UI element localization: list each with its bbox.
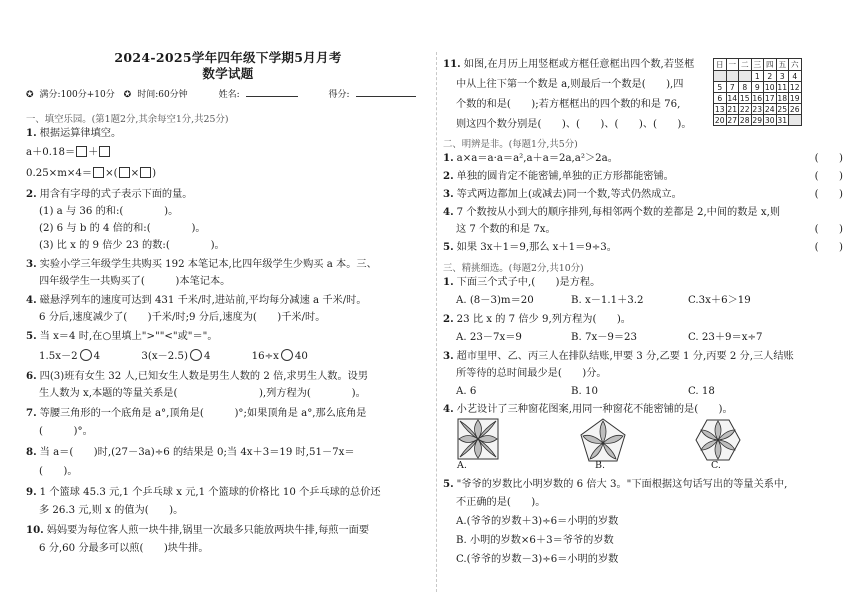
- question: 4. 小艺设计了三种窗花图案,用同一种窗花不能密铺的是( )。: [443, 403, 733, 415]
- pentagon-flower-icon[interactable]: [580, 418, 626, 462]
- calendar-row: 13 21 22 23 24 25 26: [714, 104, 800, 114]
- question-line: (2) 6 与 b 的 4 倍的和:( )。: [39, 223, 206, 234]
- exam-time: 时间:60分钟: [137, 90, 188, 100]
- judge-item: 4. 7 个数按从小到大的顺序排列,每相邻两个数的差都是 2,中间的数是 x,则: [443, 206, 781, 218]
- star-icon: ✪: [26, 90, 34, 100]
- judge-mark[interactable]: ( ): [814, 224, 843, 235]
- section-heading: 一、填空乐园。(第1题2分,其余每空1分,共25分): [26, 114, 229, 125]
- question-line: 生人数为 x,本题的等量关系是( ),列方程为( )。: [39, 388, 366, 399]
- answer-box[interactable]: [99, 146, 110, 157]
- choice-c[interactable]: C.(爷爷的岁数－3)÷6＝小明的岁数: [456, 554, 619, 565]
- choice-c[interactable]: C. 18: [688, 386, 715, 397]
- question-line: 四年级学生一共购买了( )本笔记本。: [39, 276, 231, 287]
- question: 5. 当 x＝4 时,在○里填上">""<"或"＝"。: [26, 330, 218, 342]
- judge-item-line: 这 7 个数的和是 7x。 ( ): [456, 224, 843, 235]
- compare-circle[interactable]: [190, 349, 202, 361]
- section-heading: 三、精挑细选。(每题2分,共10分): [443, 263, 584, 274]
- question-line: 中从上往下第一个数是 a,则最后一个数是( ),四: [456, 79, 684, 90]
- answer-box[interactable]: [140, 167, 151, 178]
- choice-line: [443, 385, 715, 398]
- question: 2. 23 比 x 的 7 倍少 9,列方程为( )。: [443, 313, 631, 325]
- question: 3. 超市里甲、乙、丙三人在排队结账,甲要 3 分,乙要 1 分,丙要 2 分,三人结账: [443, 350, 794, 362]
- choice-line: [443, 331, 763, 344]
- name-blank[interactable]: [246, 88, 298, 97]
- judge-mark[interactable]: ( ): [814, 242, 843, 253]
- section-heading: 二、明辨是非。(每题1分,共5分): [443, 139, 578, 150]
- calendar-row: 5 7 8 9 10 11 12: [714, 82, 802, 93]
- choice-line: [443, 294, 751, 307]
- question: 6. 四(3)班有女生 32 人,已知女生人数是男生人数的 2 倍,求男生人数。设男: [26, 370, 369, 382]
- question-line: 6 分,60 分最多可以煎( )块牛排。: [39, 543, 209, 554]
- calendar-row: 20 27 28 29 30 31: [714, 115, 802, 126]
- choice-c[interactable]: C.3x＋6＞19: [688, 295, 751, 306]
- question-line: 多 26.3 元,则 x 的值为( )。: [39, 505, 184, 516]
- window-flower-options: [455, 418, 775, 473]
- question-line: ( )°。: [39, 426, 93, 437]
- calendar-row: 1 2 3 4: [714, 71, 802, 82]
- question-line: ( )。: [39, 466, 78, 477]
- question: 1. 根据运算律填空。: [26, 127, 122, 139]
- question-line: a＋0.18＝ ＋: [26, 146, 111, 159]
- judge-item: 2. 单独的圆肯定不能密铺,单独的正方形都能密铺。 ( ): [443, 170, 843, 182]
- question: 3. 实验小学三年级学生共购买 192 本笔记本,比四年级学生少购买 a 本。三、: [26, 258, 377, 270]
- hexagon-flower-icon[interactable]: [695, 418, 741, 462]
- question: 8. 当 a＝( )时,(27－3a)÷6 的结果是 0;当 4x＋3＝19 时,51－7x＝: [26, 446, 355, 458]
- question: 7. 等腰三角形的一个底角是 a°,顶角是( )°;如果顶角是 a°,那么底角是: [26, 407, 367, 419]
- judge-mark[interactable]: ( ): [814, 153, 843, 164]
- option-label: A.: [457, 460, 467, 471]
- choice-b[interactable]: B. 10: [571, 386, 598, 397]
- question: 10. 妈妈要为每位客人煎一块牛排,锅里一次最多只能放两块牛排,每煎一面要: [26, 524, 370, 536]
- score-blank[interactable]: [356, 88, 416, 97]
- score-label: 得分:: [328, 90, 350, 100]
- choice-b[interactable]: B. x－1.1＋3.2: [571, 295, 644, 306]
- question-line: 所等待的总时间最少是( )分。: [456, 368, 607, 379]
- question-line: 0.25×m×4＝ ×( × ): [26, 168, 157, 179]
- left-column: [26, 0, 430, 608]
- question: 5. "爷爷的岁数比小明岁数的 6 倍大 3。"下面根据这句话写出的等量关系中,: [443, 478, 788, 490]
- option-label: B.: [595, 460, 606, 471]
- compare-circle[interactable]: [80, 349, 92, 361]
- calendar-row: 6 14 15 16 17 18 19: [714, 93, 802, 104]
- star-icon: ✪: [123, 90, 132, 100]
- exam-title: 2024-2025学年四年级下学期5月月考: [114, 50, 342, 65]
- choice-b[interactable]: B. 小明的岁数×6＋3＝爷爷的岁数: [456, 535, 614, 546]
- question-line: (3) 比 x 的 9 倍少 23 的数:( )。: [39, 240, 225, 251]
- question: 11. 如图,在月历上用竖框或方框任意框出四个数,若竖框: [443, 58, 695, 70]
- choice-b[interactable]: B. 7x－9＝23: [571, 332, 638, 343]
- exam-subtitle: 数学试题: [202, 66, 254, 81]
- question-line: 不正确的是( )。: [456, 497, 546, 508]
- question: 4. 磁悬浮列车的速度可达到 431 千米/时,进站前,平均每分减速 a 千米/时。: [26, 294, 367, 306]
- compare-circle[interactable]: [281, 349, 293, 361]
- question-line: (1) a 与 36 的和:( )。: [39, 206, 179, 217]
- choice-a[interactable]: A. (8－3)m＝20: [456, 295, 534, 306]
- month-calendar: [713, 58, 802, 126]
- answer-box[interactable]: [76, 146, 87, 157]
- option-label: C.: [711, 460, 721, 471]
- question: 1. 下面三个式子中,( )是方程。: [443, 276, 601, 288]
- right-column: [443, 0, 843, 608]
- question-line: 6 分后,速度减少了( )千米/时;9 分后,速度为( )千米/时。: [39, 312, 326, 323]
- question-line: 则这四个数分别是( )、( )、( )、( )。: [456, 119, 692, 130]
- choice-c[interactable]: C. 23＋9＝x÷7: [688, 332, 763, 343]
- question: 2. 用含有字母的式子表示下面的量。: [26, 188, 193, 200]
- choice-a[interactable]: A. 23－7x＝9: [456, 332, 522, 343]
- answer-box[interactable]: [119, 167, 130, 178]
- question: 9. 1 个篮球 45.3 元,1 个乒乓球 x 元,1 个篮球的价格比 10 个乒乓球的总价还: [26, 486, 381, 498]
- judge-mark[interactable]: ( ): [814, 189, 843, 200]
- judge-mark[interactable]: ( ): [814, 171, 843, 182]
- judge-item: 1. a×a＝a·a＝a²,a＋a＝2a,a²＞2a。 ( ): [443, 152, 843, 164]
- question-line: 个数的和是( );若方框框出的四个数的和是 76,: [456, 99, 681, 110]
- judge-item: 3. 等式两边都加上(或减去)同一个数,等式仍然成立。 ( ): [443, 188, 843, 200]
- name-label: 姓名:: [218, 90, 240, 100]
- calendar-header-row: 日 一 二 三 四 五 六: [714, 59, 802, 71]
- square-flower-icon[interactable]: [457, 418, 499, 460]
- choice-a[interactable]: A.(爷爷的岁数＋3)÷6＝小明的岁数: [456, 516, 619, 527]
- choice-a[interactable]: A. 6: [456, 386, 477, 397]
- question-line: 1.5x－2 4 3(x－2.5) 4 16÷x 40: [39, 351, 308, 362]
- column-divider: [436, 52, 437, 592]
- full-score: 满分:100分+10分: [39, 90, 115, 100]
- exam-info-line: [26, 87, 430, 100]
- answer-box[interactable]: [93, 167, 104, 178]
- judge-item: 5. 如果 3x＋1＝9,那么 x＋1＝9÷3。 ( ): [443, 241, 843, 253]
